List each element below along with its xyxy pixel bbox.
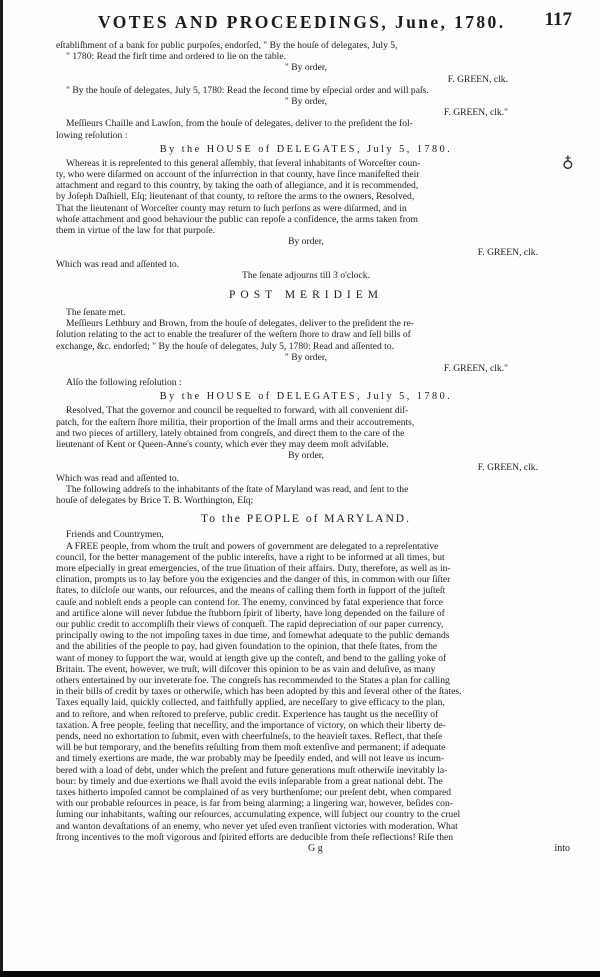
running-title: VOTES AND PROCEEDINGS, June, 1780. xyxy=(98,12,506,32)
text-line: Whereas it is repreſented to this general aſſembly, that ſeveral inhabitants of Worceſter coun- xyxy=(66,157,421,169)
text-line: and two pieces of artillery, lately obtained from congreſs, and direct them to the care of the xyxy=(56,427,405,439)
text-line: council, for the better management of the public intereſts, have a right to be informed at all times, but xyxy=(56,551,445,563)
text-line: and to reſtore, and when reſtored to preſerve, public credit. Experience has taught us the neceſſity of xyxy=(56,708,439,720)
text-line: our public credit to accompliſh their views of conqueſt. The rapid depreciation of our paper currency, xyxy=(56,618,444,630)
text-line: patch, for the eaſtern ſhore militia, their proportion of the ſmall arms and their accoutrements, xyxy=(56,416,415,428)
text-line: and the abilities of the people to pay, had given foundation to the opinion, that theſe ſtates, from the xyxy=(56,641,438,653)
address-body xyxy=(56,529,556,843)
by-order: " By order, xyxy=(284,62,328,74)
signature-mark: G g xyxy=(308,843,323,854)
by-order: " By order, xyxy=(284,351,328,363)
by-order: By order, xyxy=(288,236,324,248)
text-line: " By the houſe of delegates, July 5, 1780: Read the ſecond time by eſpecial order and will paſs. xyxy=(66,84,429,96)
text-line: clination, prompts us to lay before you the exigencies and the danger of this, in common with our ſiſter xyxy=(56,574,451,586)
text-line: bered with a load of debt, under which the preſent and future generations muſt otherwiſe inevitably la- xyxy=(56,764,448,776)
text-line: Which was read and aſſented to. xyxy=(56,472,180,484)
text-line: bour: by timely and due exertions we ſhall avoid the evils inſeparable from a great national debt. The xyxy=(56,775,443,787)
address-heading: To the PEOPLE of MARYLAND. xyxy=(201,513,411,526)
clerk-signature: F. GREEN, clk. xyxy=(477,247,538,259)
text-line: A FREE people, from whom the truſt and powers of government are delegated to a repreſentative xyxy=(66,540,439,552)
text-line: ſuming our inhabitants, waſting our reſources, accumulating expence, will ſubject our country to the cruel xyxy=(56,809,461,821)
text-line: That the lieutenant of Worceſter county may return to ſuch perſons as were diſarmed, and in xyxy=(56,202,407,214)
text-column xyxy=(56,6,572,856)
text-line: principally owing to the not impoſing taxes in due time, and ſomewhat adequate to the public demands xyxy=(56,630,450,642)
text-line: pends, need no exhortation to ſubmit, even with cheerfulneſs, to the heavieſt taxes. Reflect, that theſe xyxy=(56,730,443,742)
resolution-heading: By the HOUSE of DELEGATES, July 5, 1780. xyxy=(159,391,453,403)
post-meridiem-heading: POST MERIDIEM xyxy=(229,289,383,302)
page-bottom-edge xyxy=(0,971,600,977)
adjournment: The ſenate adjourns till 3 o'clock. xyxy=(241,269,370,281)
clerk-signature: F. GREEN, clk." xyxy=(443,107,508,119)
text-line: eſtabliſhment of a bank for public purpoſes, endorſed, " By the houſe of delegates, July 5, xyxy=(56,40,398,51)
text-line: and wanton devaſtations of an enemy, who never yet uſed even tranſient victories with moderation. What xyxy=(56,820,458,832)
text-line: The following addreſs to the inhabitants of the ſtate of Maryland was read, and ſent to the xyxy=(66,483,409,495)
salutation: Friends and Countrymen, xyxy=(66,529,164,541)
text-line: lieutenant of Kent or Queen-Anne's county, which ever they may deem moſt adviſable. xyxy=(56,439,389,451)
text-line: taxes hitherto impoſed cannot be complained of as very burthenſome; our preſent debt, when compared xyxy=(56,786,452,798)
text-line: Taxes equally laid, quickly collected, and faithfully applied, are neceſſary to give efficacy to the plan, xyxy=(56,697,445,709)
text-line: " 1780: Read the firſt time and ordered to lie on the table. xyxy=(66,51,286,63)
text-line: Alſo the following reſolution : xyxy=(66,377,182,389)
text-line: taxation. A free people, feeling that neceſſity, and the importance of victory, on which their liberty de- xyxy=(56,719,446,731)
text-line: Which was read and aſſented to. xyxy=(56,258,180,270)
text-line: them in virtue of the law for that purpoſe. xyxy=(56,225,216,237)
text-line: whoſe attachment and good behaviour the public can repoſe a confidence, the arms taken from xyxy=(56,213,419,225)
text-line: houſe of delegates by Brice T. B. Worthington, Eſq; xyxy=(56,495,254,507)
text-line: will be but temporary, and the benefits reſulting from them moſt extenſive and permanent; if adequate xyxy=(56,742,446,754)
catchword: into xyxy=(554,843,570,854)
resolution-militia-arms xyxy=(56,405,556,506)
top-section xyxy=(56,40,556,141)
text-line: Resolved, That the governor and council be requeſted to forward, with all convenient diſ- xyxy=(66,405,409,417)
text-line: lowing reſolution : xyxy=(56,129,128,141)
text-line: attachment and regard to this country, by taking the oath of allegiance, and it is recommended, xyxy=(56,180,419,192)
text-line: and timely exertions are made, the war probably may be ſpeedily ended, and will not leave us incum- xyxy=(56,753,445,765)
clerk-signature: F. GREEN, clk. xyxy=(477,461,538,473)
text-line: and artifice alone will never ſubdue the ſtubborn ſpirit of liberty, have long depended on the failure of xyxy=(56,607,445,619)
afternoon-section xyxy=(56,307,556,388)
page-number: 117 xyxy=(544,9,572,30)
margin-mark: ♁ xyxy=(562,154,574,171)
text-line: in their bills of credit by taxes or otherwiſe, which has been adopted by this and ſeveral other of the ſtates. xyxy=(56,686,462,698)
text-line: by Joſeph Daſhiell, Eſq; lieutenant of that county, to reſtore the arms to the owners, Resolved, xyxy=(56,191,415,203)
text-line: ſtates, to diſcloſe our wants, our reſources, and the means of calling them forth in ſupport of the juſteſt xyxy=(56,585,446,597)
text-line: ty, who were diſarmed on account of the inſurrection in that county, have ſince manifeſted their xyxy=(56,169,420,181)
page-footer xyxy=(56,843,570,856)
clerk-signature: F. GREEN, clk. xyxy=(447,73,508,85)
clerk-signature: F. GREEN, clk." xyxy=(443,363,508,375)
by-order: " By order, xyxy=(284,96,328,108)
text-line: Britain. The event, however, we truſt, will diſcover this opinion to be as vain and deluſive, as many xyxy=(56,663,436,675)
text-line: exchange, &c. endorſed; " By the houſe of delegates, July 5, 1780: Read and aſſented to. xyxy=(56,340,395,352)
text-line: others entertained by our inveterate foe. The congreſs has recommended to the States a plan for calling xyxy=(56,674,450,686)
address-paragraph xyxy=(56,541,556,843)
text-line: cauſe and nobleſt ends a people can contend for. The enemy, convinced by fatal experience that force xyxy=(56,596,444,608)
text-line: want of money to ſupport the war, would at length give up the conteſt, and bend to the galling yoke of xyxy=(56,652,447,664)
text-line: ſolution relating to the act to enable the treaſurer of the weſtern ſhore to draw and ſell bills of xyxy=(56,329,411,341)
text-line: Meſſieurs Chaille and Lawſon, from the houſe of delegates, deliver to the preſident the fol- xyxy=(66,118,413,130)
text-line: more eſpecially in great emergencies, of the true ſituation of their affairs. Duty, therefore, as well as in- xyxy=(56,562,451,574)
resolution-worcester xyxy=(56,158,556,281)
text-line: with our probable reſources in peace, is far from being alarming; a lingering war, however, beſides con- xyxy=(56,798,453,810)
by-order: By order, xyxy=(288,450,324,462)
text-line: ſtrong incentives to the moſt vigorous and ſpirited efforts are deducible from theſe reflections! Riſe then xyxy=(56,831,454,843)
text-line: Meſſieurs Lethbury and Brown, from the houſe of delegates, deliver to the preſident the re- xyxy=(66,318,414,330)
resolution-heading: By the HOUSE of DELEGATES, July 5, 1780. xyxy=(159,143,453,155)
running-header xyxy=(56,6,572,40)
page-edge-shadow xyxy=(0,0,3,977)
text-line: The ſenate met. xyxy=(66,307,126,319)
